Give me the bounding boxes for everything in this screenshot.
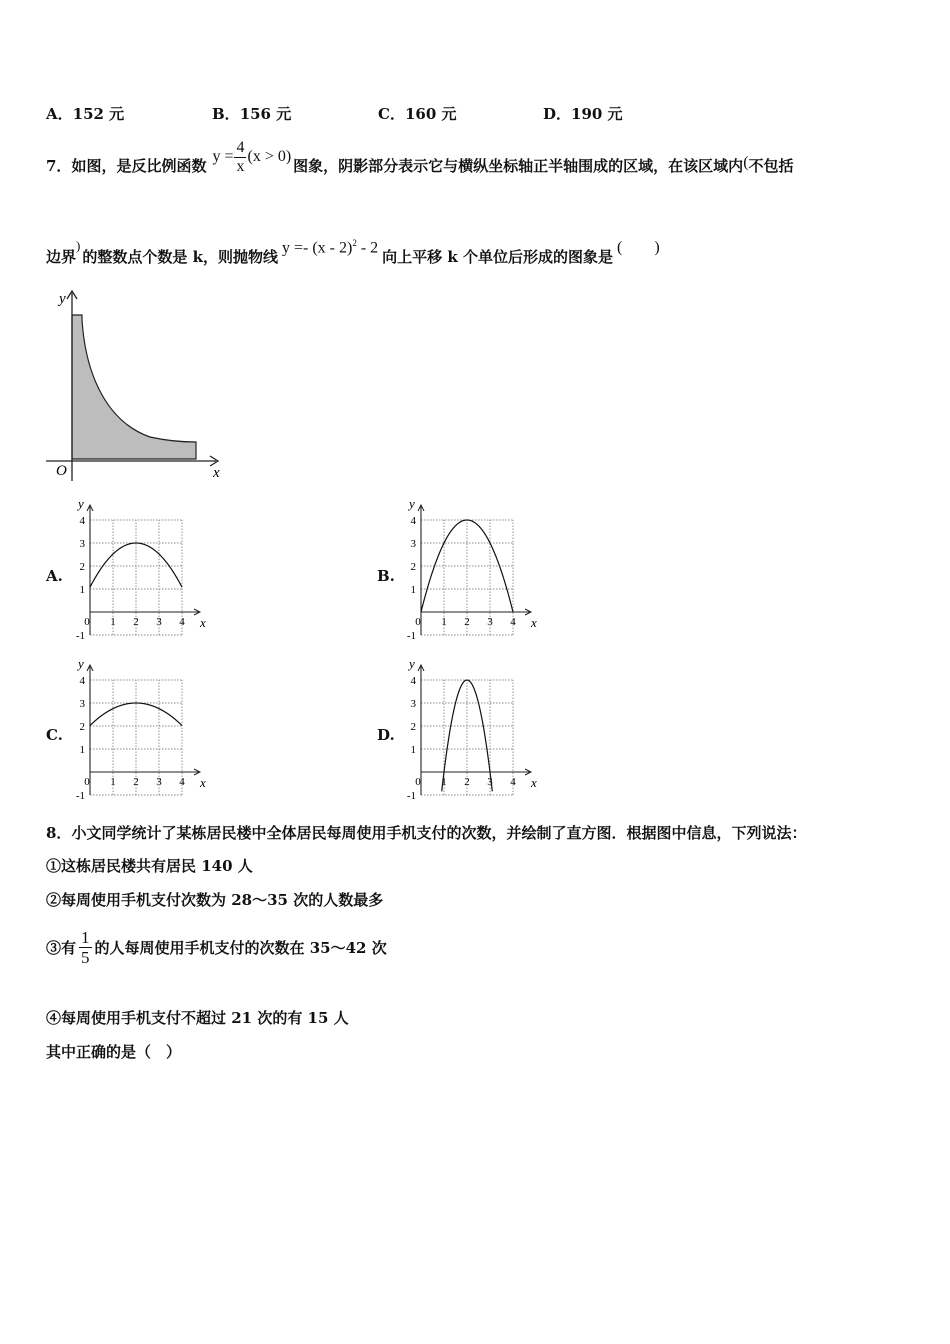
q8-statement-4: ④每周使用手机支付不超过 21 次的有 15 人 (46, 1009, 349, 1027)
x-tick-label: 1 (441, 616, 447, 628)
x-tick-label: 4 (179, 616, 185, 628)
q7-line-2: 边界 ) 的整数点个数是 k，则抛物线 y =- (x - 2)$^2$ - 2 向上平移 k 个单位后形成的图象是 ( ) (46, 238, 660, 266)
option-b-label: B. (377, 567, 395, 585)
q8-question: 其中正确的是（ ） (46, 1043, 182, 1061)
y-tick-label: 1 (79, 744, 85, 756)
option-b-graph (401, 494, 551, 644)
q7-number: 7． (46, 156, 72, 175)
option-d-label: D. (377, 726, 395, 744)
y-tick-label: 3 (410, 698, 416, 710)
x-axis-label: x (531, 615, 537, 630)
y-tick-label: 1 (79, 584, 85, 596)
y-tick-label: 4 (410, 675, 416, 687)
x-tick-label: 0 (415, 616, 421, 628)
x-tick-label: 2 (133, 776, 139, 788)
option-c-label: C. (46, 726, 63, 744)
inverse-function-graph (40, 285, 230, 485)
y-tick-label: 3 (410, 538, 416, 550)
x-tick-label: 3 (487, 616, 493, 628)
x-tick-label: 2 (133, 616, 139, 628)
q7-mid: 图象，阴影部分表示它与横纵坐标轴正半轴围成的区域，在该区域内 (293, 156, 744, 175)
option-d-graph (401, 654, 551, 804)
y-axis-label: y (409, 496, 415, 511)
option-a-label: A. (46, 567, 63, 585)
y-axis-label: y (409, 656, 415, 671)
x-tick-label: 2 (464, 776, 470, 788)
q6-option-c: C．160 元 (378, 105, 457, 123)
y-tick-label: 3 (79, 698, 85, 710)
y-tick-label: 2 (79, 561, 85, 573)
main-origin-label: O (56, 463, 67, 479)
x-tick-label: 0 (415, 776, 421, 788)
x-axis-label: x (531, 775, 537, 790)
x-tick-label: 3 (156, 616, 162, 628)
y-tick-label: -1 (75, 630, 85, 642)
q7-lead: 如图，是反比例函数 (71, 156, 207, 175)
q6-option-d: D．190 元 (543, 105, 623, 123)
y-tick-label: 4 (410, 515, 416, 527)
q6-option-b: B．156 元 (212, 105, 292, 123)
q7-line-1: 7． 如图，是反比例函数 y = $\frac{4}{x}$ (x > 0) 图象，阴影部分表示它与横纵坐标轴正半轴围成的区域，在该区域内 ( 不包括 (46, 138, 794, 175)
q8-statement-3: ③有 $\frac{1}{5}$ 的人每周使用手机支付的次数在 35～42 次 (46, 927, 387, 967)
y-axis-label: y (78, 656, 84, 671)
x-tick-label: 3 (487, 776, 493, 788)
y-tick-label: 2 (410, 721, 416, 733)
option-c-graph (70, 654, 220, 804)
y-tick-label: 1 (410, 744, 416, 756)
y-tick-label: 4 (79, 515, 85, 527)
y-tick-label: 3 (79, 538, 85, 550)
x-tick-label: 0 (84, 616, 90, 628)
y-tick-label: -1 (406, 790, 416, 802)
x-axis-label: x (200, 775, 206, 790)
q8-statement-1: ①这栋居民楼共有居民 140 人 (46, 857, 253, 875)
y-tick-label: -1 (75, 790, 85, 802)
one-fifth-fraction: $\frac{1}{5}$ (81, 927, 90, 967)
q8-stem: 8．小文同学统计了某栋居民楼中全体居民每周使用手机支付的次数，并绘制了直方图．根据图中信息，下列说法： (46, 824, 807, 842)
option-a-graph (70, 494, 220, 644)
x-tick-label: 4 (510, 776, 516, 788)
x-tick-label: 1 (110, 776, 116, 788)
shaded-region (72, 315, 196, 459)
x-tick-label: 4 (179, 776, 185, 788)
inverse-function-formula: y = $\frac{4}{x}$ (x > 0) (212, 138, 292, 175)
y-tick-label: -1 (406, 630, 416, 642)
x-tick-label: 3 (156, 776, 162, 788)
x-tick-label: 1 (110, 616, 116, 628)
x-tick-label: 0 (84, 776, 90, 788)
main-y-label: y (59, 291, 66, 307)
y-tick-label: 4 (79, 675, 85, 687)
x-tick-label: 4 (510, 616, 516, 628)
answer-blank: ( ) (617, 239, 660, 256)
x-tick-label: 1 (441, 776, 447, 788)
y-tick-label: 1 (410, 584, 416, 596)
y-axis-label: y (78, 496, 84, 511)
x-axis-label: x (200, 615, 206, 630)
y-tick-label: 2 (79, 721, 85, 733)
y-tick-label: 2 (410, 561, 416, 573)
x-tick-label: 2 (464, 616, 470, 628)
q6-option-a: A．152 元 (46, 105, 125, 123)
main-x-label: x (213, 465, 220, 481)
parabola-formula: y =- (x - 2)$^2$ - 2 (281, 238, 379, 257)
q8-statement-2: ②每周使用手机支付次数为 28～35 次的人数最多 (46, 891, 384, 909)
parabola-curve (442, 680, 493, 791)
